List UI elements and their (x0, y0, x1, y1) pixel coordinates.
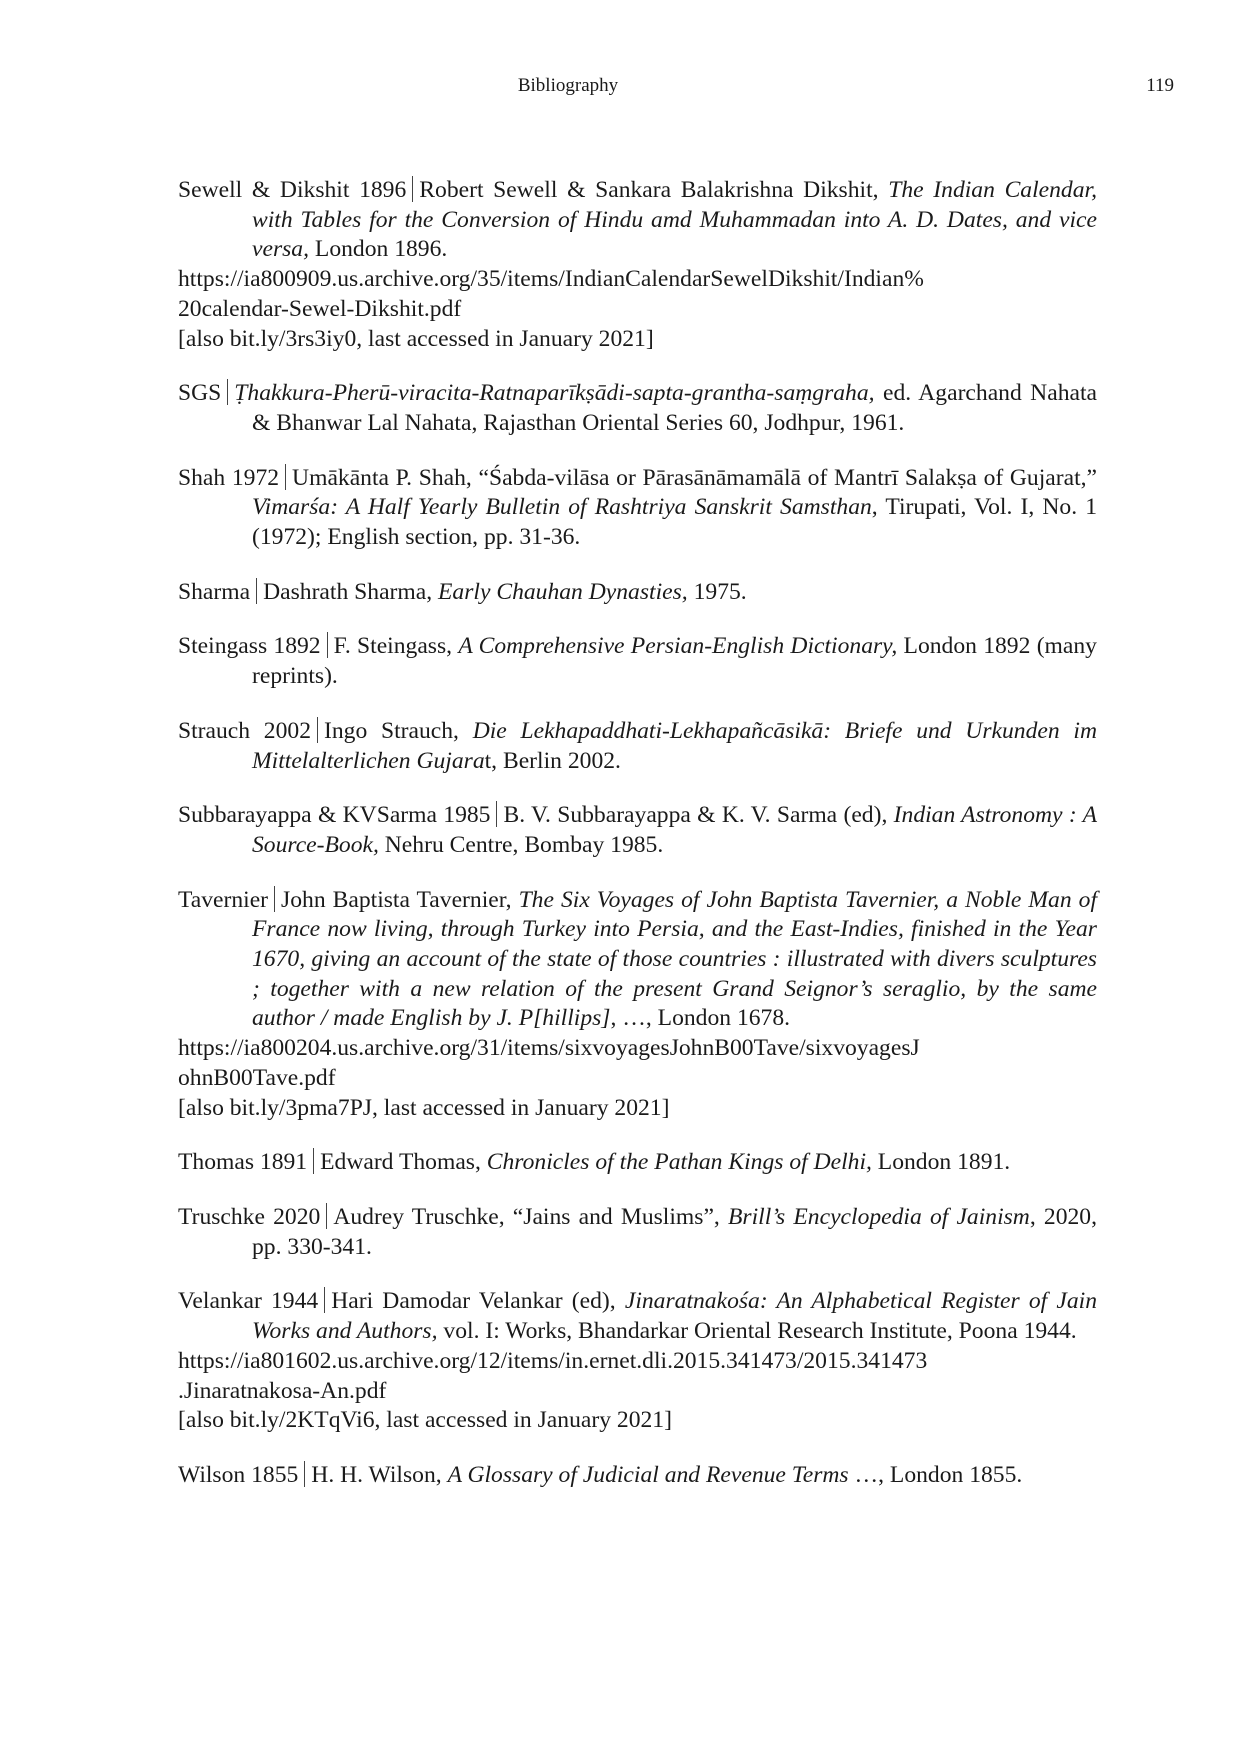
bibliography-list (178, 176, 1097, 1516)
entry-key: Subbarayappa & KVSarma 1985 (178, 802, 491, 829)
entry-authors: B. V. Subbarayappa & K. V. Sarma (ed), (503, 802, 894, 829)
entry-title: Brill’s Encyclopedia of Jainism (727, 1203, 1030, 1230)
entry-authors: Hari Damodar Velankar (ed), (331, 1288, 625, 1315)
entry-authors: H. H. Wilson, (311, 1461, 448, 1488)
bib-entry-strauch (178, 717, 1097, 776)
entry-title: Vimarśa: A Half Yearly Bulletin of Rashtriya Sanskrit Samsthan (252, 494, 872, 521)
entry-key: Wilson 1855 (178, 1461, 299, 1488)
entry-authors: Ingo Strauch, (324, 717, 473, 744)
entry-authors: Dashrath Sharma, (263, 578, 439, 605)
entry-authors: John Baptista Tavernier, (281, 886, 519, 913)
entry-title: Chronicles of the Pathan Kings of Delhi, (486, 1149, 872, 1176)
entry-key: Shah 1972 (178, 464, 280, 491)
entry-title: Jinaratnakośa: An Alphabetical Register of Jain Works and Authors, (252, 1288, 1097, 1345)
entry-authors: Audrey Truschke, “Jains and Muslims”, (333, 1203, 728, 1230)
entry-authors: Robert Sewell & Sankara Balakrishna Dikshit, (419, 177, 889, 203)
entry-title: Die Lekhapaddhati-Lekhapañcāsikā: Briefe und Urkunden im Mittelalterlichen Gujara (252, 717, 1097, 774)
page-number: 119 (1146, 75, 1174, 96)
running-title: Bibliography (517, 75, 619, 96)
entry-access-note: [also bit.ly/3pma7PJ, last accessed in January 2021] (178, 1094, 670, 1121)
bib-entry-steingass (178, 632, 1097, 691)
entry-key: Sewell & Dikshit 1896 (178, 177, 407, 203)
separator-bar (327, 632, 328, 658)
entry-publication: vol. I: Works, Bhandarkar Oriental Research Institute, Poona 1944. (437, 1318, 1077, 1345)
entry-publication: London 1891. (871, 1149, 1011, 1176)
entry-url-line[interactable]: .Jinaratnakosa-An.pdf (178, 1377, 387, 1404)
entry-title: The Six Voyages of John Baptista Tavernier, a Noble Man of France now living, through Turkey into Persia, and the East-Indies, finished in the Year 1670, giving an account of the state of those countries : illustrated with divers sculptures ; together with a new relation of the present Grand Seignor’s seraglio, by the same author / made English by J. P[hillips] (252, 886, 1098, 1032)
separator-bar (227, 379, 228, 405)
entry-url-line[interactable]: https://ia800204.us.archive.org/31/items/sixvoyagesJohnB00Tave/sixvoyagesJ (178, 1035, 920, 1062)
separator-bar (324, 1287, 325, 1313)
bib-entry-tavernier (178, 886, 1097, 1124)
entry-url-line[interactable]: https://ia801602.us.archive.org/12/items/in.ernet.dli.2015.341473/2015.341473 (178, 1347, 928, 1374)
separator-bar (256, 578, 257, 604)
entry-key: Velankar 1944 (178, 1288, 319, 1315)
entry-title: A Glossary of Judicial and Revenue Terms (447, 1461, 849, 1488)
separator-bar (496, 801, 497, 827)
entry-publication: , …, London 1678. (610, 1005, 791, 1032)
entry-key: Truschke 2020 (178, 1203, 321, 1230)
entry-url-line[interactable]: https://ia800909.us.archive.org/35/items/IndianCalendarSewelDikshit/Indian% (178, 266, 924, 293)
entry-access-note: [also bit.ly/2KTqVi6, last accessed in January 2021] (178, 1407, 672, 1434)
bib-entry-sewell-dikshit (178, 176, 1097, 354)
separator-bar (412, 176, 413, 202)
entry-publication: Nehru Centre, Bombay 1985. (378, 831, 664, 858)
entry-authors: F. Steingass, (333, 633, 459, 660)
entry-publication: London 1896. (309, 236, 448, 263)
entry-publication: 1975. (687, 578, 747, 605)
separator-bar (326, 1203, 327, 1229)
entry-publication: , 2020, pp. 330-341. (252, 1203, 1097, 1260)
separator-bar (274, 886, 275, 912)
running-head (0, 74, 1241, 98)
entry-access-note: [also bit.ly/3rs3iy0, last accessed in January 2021] (178, 325, 654, 352)
entry-url-line[interactable]: 20calendar-Sewel-Dikshit.pdf (178, 295, 462, 322)
bib-entry-velankar (178, 1287, 1097, 1436)
bib-entry-subbarayappa-sarma (178, 801, 1097, 860)
entry-title: Ṭhakkura-Pherū-viracita-Ratnaparīkṣādi-sapta-grantha-saṃgraha, (234, 380, 875, 407)
separator-bar (317, 717, 318, 743)
entry-key: Steingass 1892 (178, 633, 321, 660)
entry-publication: London 1892 (many reprints). (252, 633, 1097, 690)
entry-key: Sharma (178, 578, 251, 605)
entry-title: Early Chauhan Dynasties, (438, 578, 688, 605)
entry-key: SGS (178, 380, 222, 407)
separator-bar (304, 1461, 305, 1487)
entry-key: Thomas 1891 (178, 1149, 308, 1176)
entry-key: Tavernier (178, 886, 269, 913)
bib-entry-thomas (178, 1148, 1097, 1178)
entry-url-line[interactable]: ohnB00Tave.pdf (178, 1064, 336, 1091)
bib-entry-sgs (178, 379, 1097, 438)
entry-title: Indian Astronomy : A Source-Book, (252, 802, 1097, 858)
entry-publication: , Tirupati, Vol. I, No. 1 (1972); English section, pp. 31-36. (252, 494, 1098, 551)
separator-bar (285, 464, 286, 490)
entry-title: The Indian Calendar, with Tables for the Conversion of Hindu amd Muhammadan into A. D. Dates, and vice versa, (252, 177, 1097, 263)
entry-publication: t, Berlin 2002. (484, 747, 621, 774)
entry-key: Strauch 2002 (178, 717, 311, 744)
entry-publication: …, London 1855. (848, 1461, 1023, 1488)
bib-entry-sharma (178, 578, 1097, 608)
entry-publication: ed. Agarchand Nahata & Bhanwar Lal Nahata, Rajasthan Oriental Series 60, Jodhpur, 1961. (252, 380, 1097, 436)
bib-entry-truschke (178, 1203, 1097, 1262)
bib-entry-wilson (178, 1461, 1097, 1491)
separator-bar (313, 1148, 314, 1174)
entry-authors: Edward Thomas, (320, 1149, 487, 1176)
bib-entry-shah (178, 464, 1097, 553)
entry-authors: Umākānta P. Shah, “Śabda-vilāsa or Pārasānāmamālā of Mantrī Salakṣa of Gujarat,” (292, 464, 1097, 491)
entry-title: A Comprehensive Persian-English Dictionary, (458, 633, 898, 660)
